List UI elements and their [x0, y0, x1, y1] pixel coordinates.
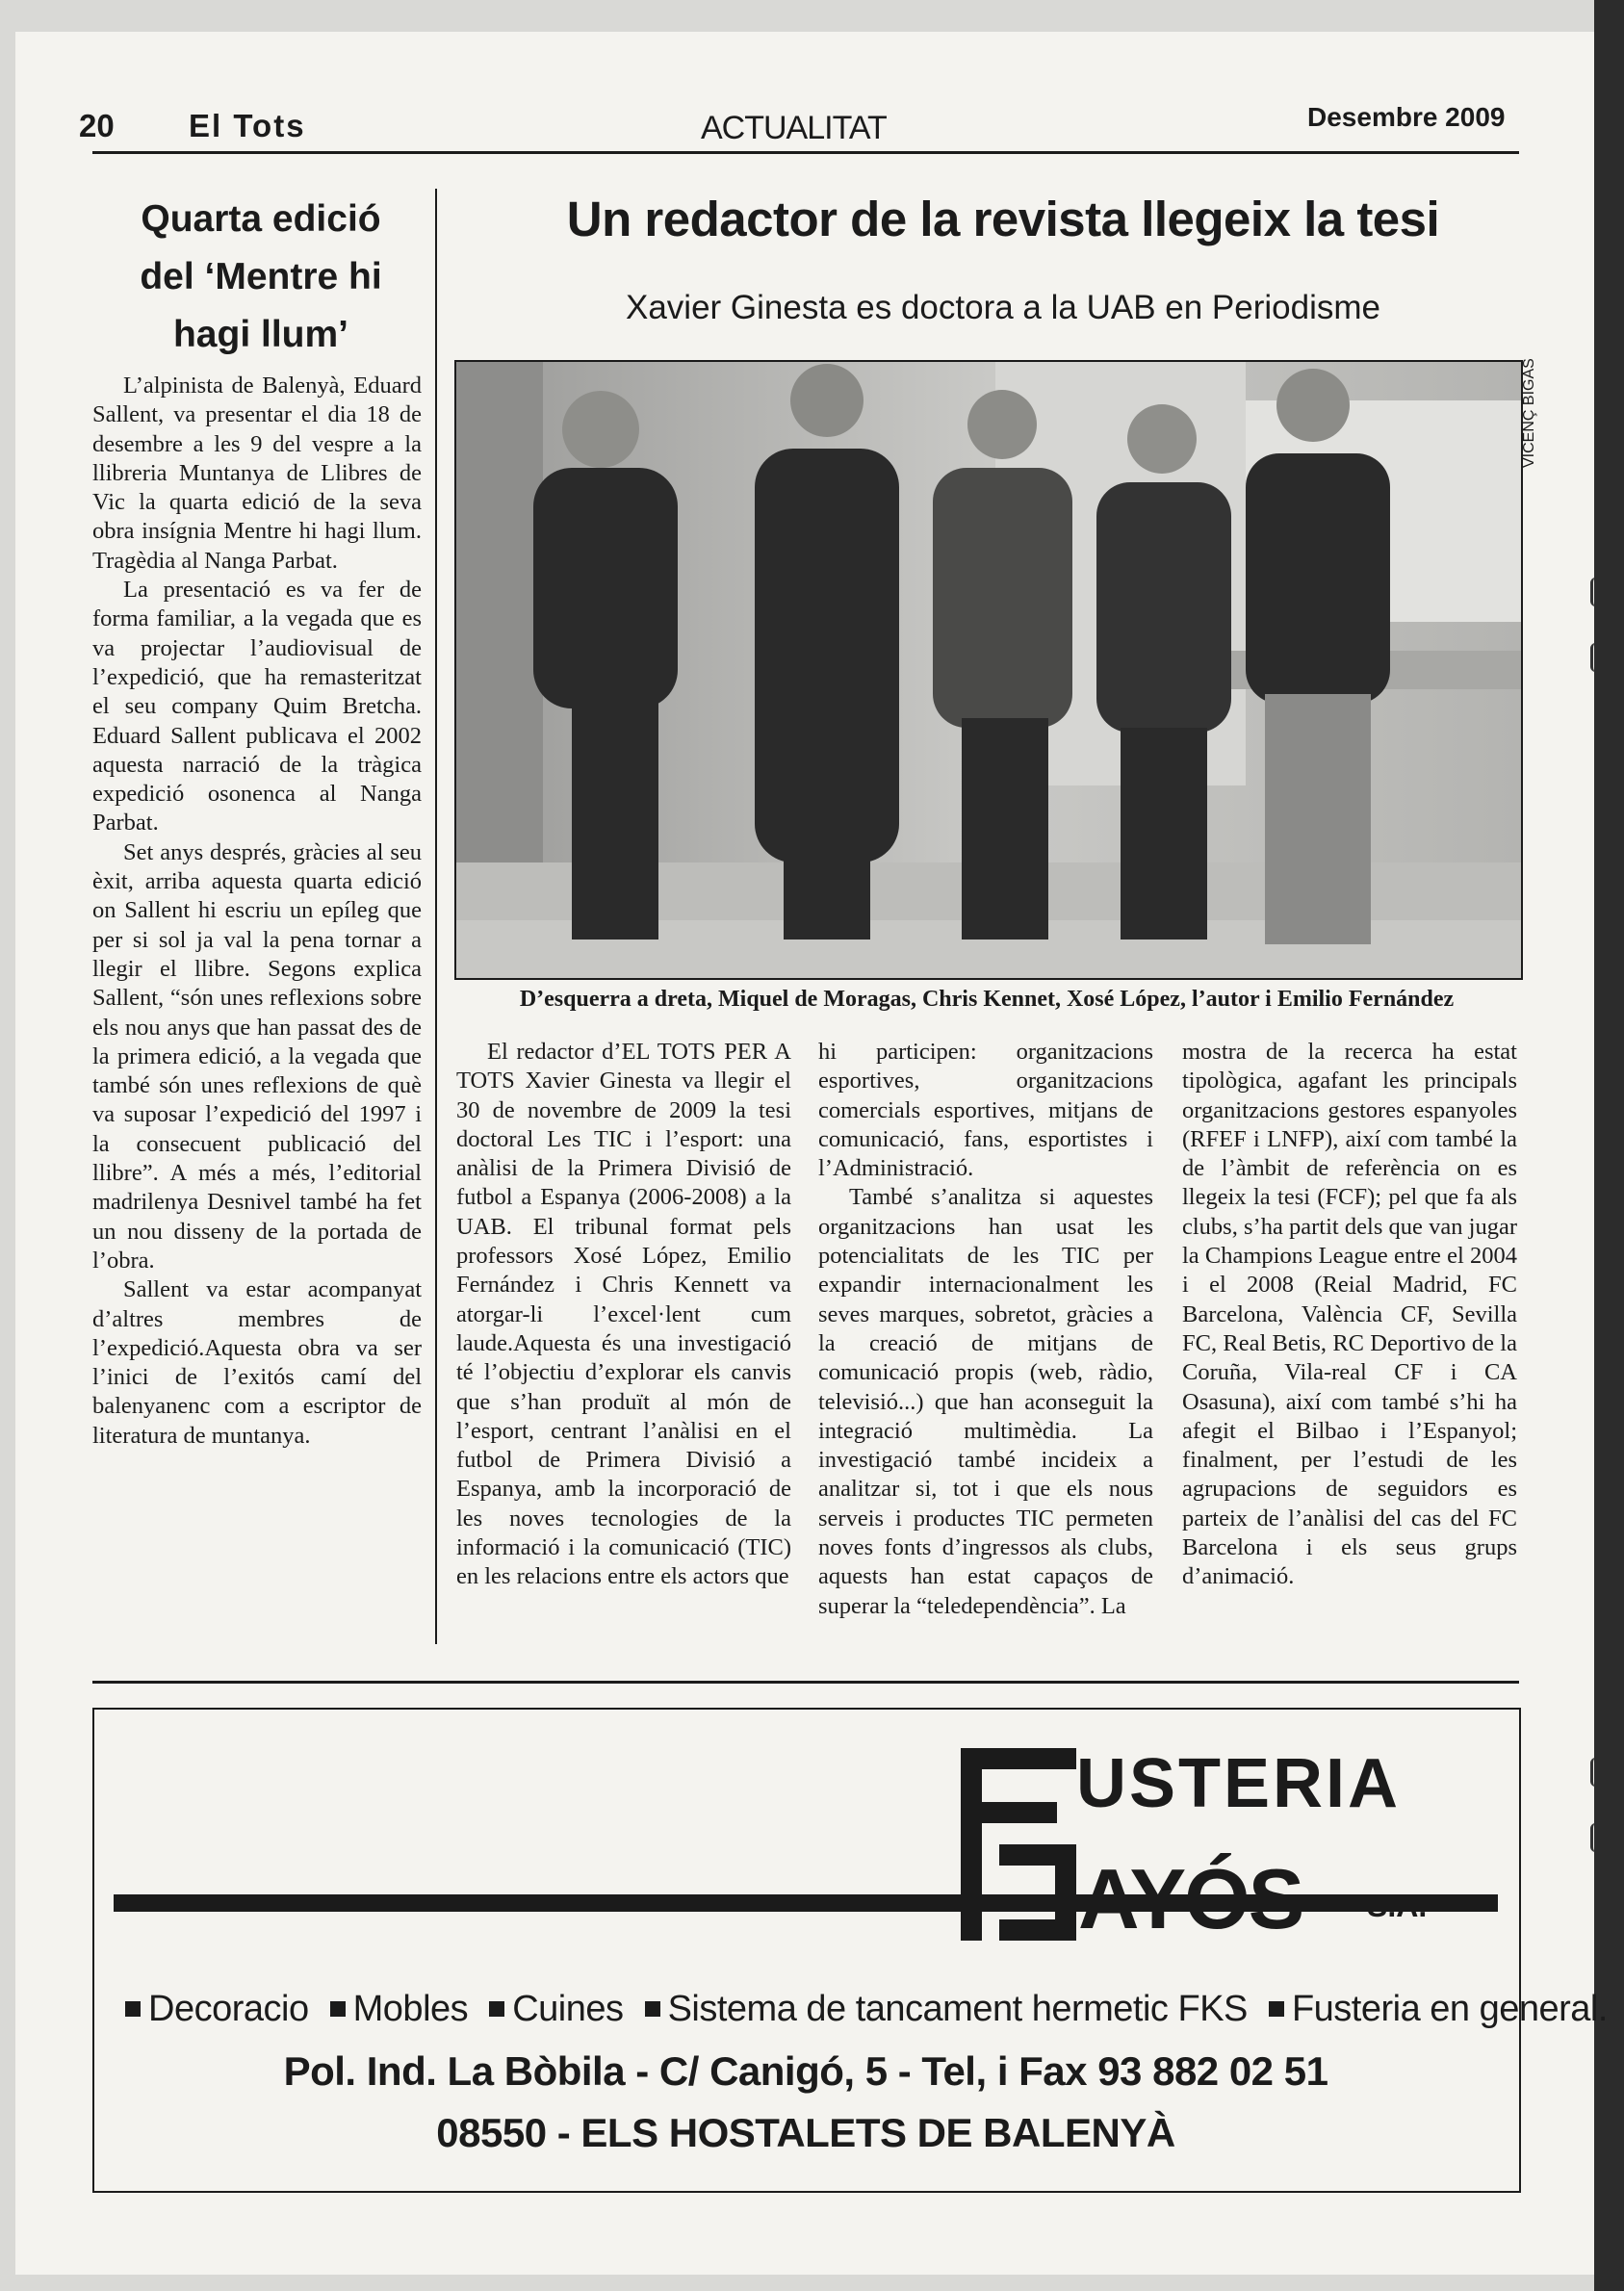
fg-monogram-icon: [961, 1748, 1076, 1941]
bullet-icon: [125, 2001, 141, 2017]
advertisement-box: [92, 1708, 1608, 2193]
sidebar-paragraph: Sallent va estar acompanyat d’altres membres de l’expedició.Aquesta obra va ser l’inici de l’exitós camí del balenyanenc com a escriptor de literatura de muntanya.: [92, 1276, 422, 1449]
binder-ring: [1590, 1823, 1601, 1852]
issue-date: Desembre 2009: [1307, 102, 1506, 132]
brand-top: USTERIA: [1076, 1745, 1402, 1822]
services-list: Decoracio Mobles Cuines Sistema de tancament hermetic FKS Fusteria en general.: [114, 1989, 1498, 2030]
page-number: 20: [79, 108, 115, 143]
article-paragraph: El redactor d’EL TOTS PER A TOTS Xavier Ginesta va llegir el 30 de novembre de 2009 la tesi doctoral Les TIC i l’esport: una anàlisi de la Primera Divisió de futbol a Espanya (2006-2008) a la UAB. El tribunal format pels professors Xosé López, Emilio Fernández i Chris Kennett va atorgar-li l’excel·lent cum laude.Aquesta és una investigació té l’objectiu d’explorar els canvis que s’han produït al món de l’esport, centrant l’anàlisi en el futbol de Primera Divisió a Espanya, amb la incorporació de les noves tecnologies de la informació i la comunicació (TIC) en les relacions entre els actors que: [456, 1039, 791, 1590]
article-paragraph: hi participen: organitzacions esportives, organitzacions comercials esportives, mitjans de comunicació, fans, esportistes i l’Administració.: [818, 1039, 1153, 1182]
header-rule: [92, 151, 1519, 154]
column-divider: [435, 189, 437, 1644]
group-photo: [454, 360, 1523, 980]
bullet-icon: [1269, 2001, 1284, 2017]
article-paragraph: També s’analitza si aquestes organitzacions han usat les potencialitats de les TIC per expandir internacionalment les seves marques, sobretot, gràcies a la creació de mitjans de comunicació propis (web, ràdio, televisió...) que han aconseguit la integració multimèdia. La investigació també incideix a analitzar si, tot i que els nous serveis i productes TIC permeten noves fonts d’ingressos als clubs, aquests han estat capaços de superar la “teledependència”. La: [818, 1184, 1153, 1619]
main-headline: Un redactor de la revista llegeix la tesi: [566, 192, 1440, 246]
ad-city: 08550 - ELS HOSTALETS DE BALENYÀ: [436, 2110, 1175, 2155]
photo-credit: VICENÇ BIGAS: [1521, 358, 1537, 468]
publication-name: El Tots: [189, 108, 306, 143]
sidebar-paragraph: L’alpinista de Balenyà, Eduard Sallent, va presentar el dia 18 de desembre a les 9 del vespre a la llibreria Muntanya de Llibres de Vic la quarta edició de la seva obra insígnia Mentre hi hagi llum. Tragèdia al Nanga Parbat.: [92, 373, 422, 574]
article-column-3: [1182, 1038, 1517, 1592]
ad-address: Pol. Ind. La Bòbila - C/ Canigó, 5 - Tel, i Fax 93 882 02 51: [283, 2048, 1328, 2094]
bullet-icon: [330, 2001, 346, 2017]
article-column-2: [818, 1038, 1153, 1621]
main-subheadline: Xavier Ginesta es doctora a la UAB en Periodisme: [626, 289, 1380, 326]
sidebar-paragraph: Set anys després, gràcies al seu èxit, arriba aquesta quarta edició on Sallent hi escriu un epíleg que per si sol ja val la pena tornar a llegir el llibre. Segons explica Sallent, “són unes reflexions sobre els nou anys que han passat des de la primera edició, a la vegada que també són unes reflexions de què va suposar l’expedició del 1997 i la consecuent publicació del llibre”. A més a més, l’editorial madrilenya Desnivel també ha fet un nou disseny de la portada de l’obra.: [92, 838, 422, 1274]
sidebar-paragraph: La presentació es va fer de forma familiar, a la vegada que es va projectar l’audiovisual de l’expedició, que ha remasteritzat el seu company Quim Bretcha. Eduard Sallent publicava el 2002 aquesta narració de la tràgica expedició osonenca al Nanga Parbat.: [92, 577, 422, 837]
sidebar-headline: Quarta edició del ‘Mentre hi hagi llum’: [140, 198, 382, 355]
group-photo-illustration: [456, 362, 1521, 978]
company-logo: [961, 1745, 1461, 1941]
binder-ring: [1590, 1758, 1601, 1787]
article-column-1: [456, 1038, 791, 1592]
article-paragraph: mostra de la recerca ha estat tipològica, agafant les principals organitzacions gestores espanyoles (RFEF i LNFP), així com també la de l’àmbit de referència on es llegeix la tesi (FCF); pel que fa als clubs, s’ha partit dels que van jugar la Champions League entre el 2004 i el 2008 (Reial Madrid, FC Barcelona, València CF, Sevilla FC, Real Betis, RC Deportivo de la Coruña, Vila-real CF i CA Osasuna), així com també s’hi ha afegit el Bilbao i l’Espanyol; finalment, per l’estudi de les agrupacions de seguidors es parteix de l’anàlisi del cas del FC Barcelona i els seus grups d’animació.: [1182, 1039, 1517, 1590]
binder-ring: [1590, 643, 1601, 672]
section-name: ACTUALITAT: [701, 110, 887, 146]
page-edge-shadow: [1594, 0, 1624, 2291]
footer-rule: [92, 1681, 1519, 1684]
photo-caption: D’esquerra a dreta, Miquel de Moragas, Chris Kennet, Xosé López, l’autor i Emilio Fernández: [519, 987, 1455, 1012]
binder-ring: [1590, 578, 1601, 606]
sidebar-body: [92, 372, 422, 1451]
ad-divider-bar: [114, 1894, 1498, 1912]
bullet-icon: [645, 2001, 660, 2017]
bullet-icon: [489, 2001, 504, 2017]
